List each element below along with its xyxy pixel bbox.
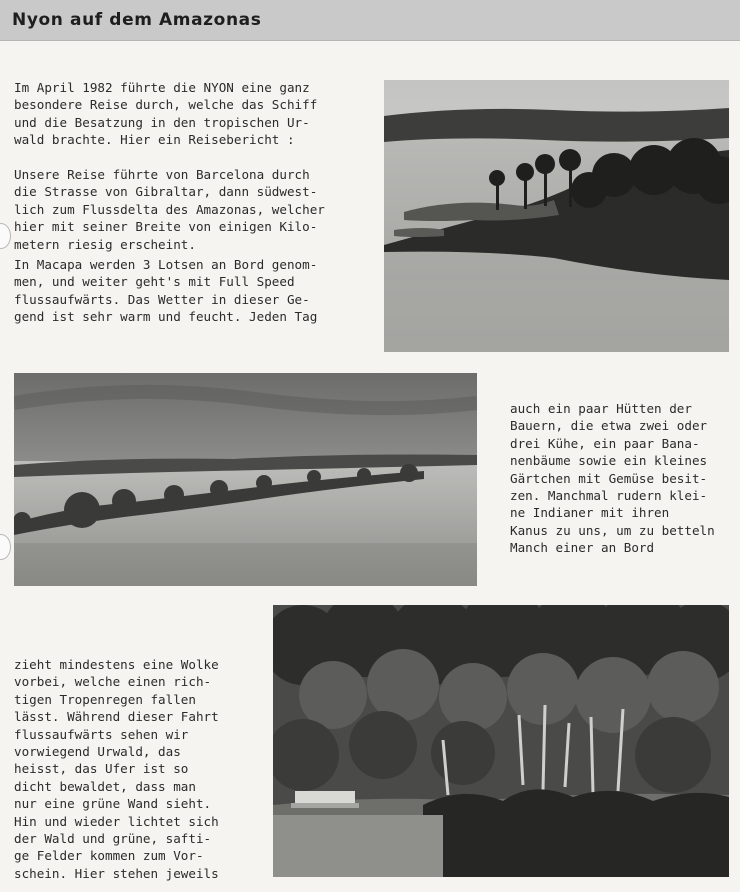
body-paragraph-4: auch ein paar Hütten der Bauern, die etwa zwei oder drei Kühe, ein paar Bana- nenbäume sowie ein kleines Gärtchen mit Gemüse besit- zen. Manchmal rudern klei- ne Indianer mit ihren Kanus zu uns, um zu betteln Manch einer an Bord <box>510 401 715 556</box>
body-paragraph-3: zieht mindestens eine Wolke vorbei, welche einen rich- tigen Tropenregen fallen lässt. Während dieser Fahrt flussaufwärts sehen wir vorwiegend Urwald, das heisst, das Ufer ist so dicht bewaldet, dass man nur eine grüne Wand sieht. Hin und wieder lichtet sich der Wald und grüne, safti- ge Felder kommen zum Vor- schein. Hier stehen jeweils <box>14 657 219 881</box>
body-paragraph-2: In Macapa werden 3 Lotsen an Bord genom- men, und weiter geht's mit Full Speed flussaufwärts. Das Wetter in dieser Ge- gend ist sehr warm und feucht. Jeden Tag <box>14 257 318 325</box>
body-paragraph-1: Unsere Reise führte von Barcelona durch die Strasse von Gibraltar, dann südwest- lich zum Flussdelta des Amazonas, welcher hier mit seiner Breite von einigen Kilo- metern riesig erscheint. <box>14 167 325 252</box>
article-title: Nyon auf dem Amazonas <box>12 10 262 30</box>
binder-hole-top <box>0 223 11 249</box>
photo-river-flood <box>14 373 477 586</box>
intro-paragraph: Im April 1982 führte die NYON eine ganz besondere Reise durch, welche das Schiff und die Besatzung in den tropischen Ur- wald brachte. Hier ein Reisebericht : <box>14 80 318 148</box>
header-bar <box>0 0 740 41</box>
binder-hole-bottom <box>0 534 11 560</box>
photo-river-delta <box>384 80 729 352</box>
photo-jungle-bank <box>273 605 729 877</box>
